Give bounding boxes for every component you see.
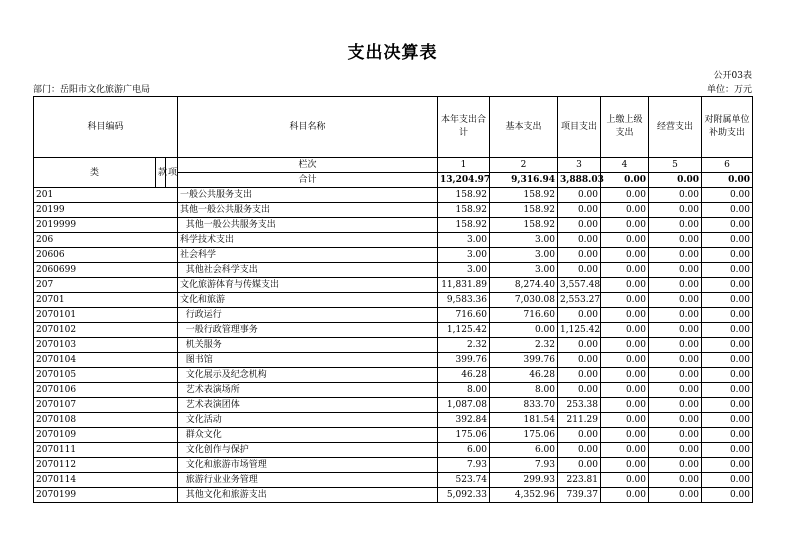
amount-cell: 8.00	[490, 383, 558, 398]
table-row	[34, 383, 753, 398]
amount-cell: 0.00	[649, 413, 702, 428]
amount-cell: 0.00	[558, 218, 601, 233]
table-row	[34, 188, 753, 203]
table-row	[34, 338, 753, 353]
col-index: 3	[558, 158, 601, 173]
amount-cell: 0.00	[601, 413, 649, 428]
subject-code: 2070106	[34, 383, 178, 398]
amount-cell: 0.00	[601, 458, 649, 473]
subject-name: 机关服务	[178, 338, 438, 353]
amount-cell: 739.37	[558, 488, 601, 503]
amount-cell: 3.00	[438, 248, 490, 263]
amount-cell: 0.00	[702, 443, 753, 458]
subject-code: 2060699	[34, 263, 178, 278]
amount-cell: 0.00	[558, 338, 601, 353]
amount-cell: 3.00	[490, 233, 558, 248]
subject-name: 科学技术支出	[178, 233, 438, 248]
subject-name: 一般行政管理事务	[178, 323, 438, 338]
amount-cell: 0.00	[702, 383, 753, 398]
amount-cell: 0.00	[558, 458, 601, 473]
amount-cell: 0.00	[702, 353, 753, 368]
amount-cell: 0.00	[558, 368, 601, 383]
subject-name: 一般公共服务支出	[178, 188, 438, 203]
amount-cell: 0.00	[702, 368, 753, 383]
amount-cell: 0.00	[601, 428, 649, 443]
amount-cell: 0.00	[649, 308, 702, 323]
amount-cell: 0.00	[558, 203, 601, 218]
amount-cell: 175.06	[438, 428, 490, 443]
amount-cell: 0.00	[649, 203, 702, 218]
amount-cell: 0.00	[601, 203, 649, 218]
amount-cell: 2.32	[490, 338, 558, 353]
header-project: 项目支出	[558, 97, 601, 158]
amount-cell: 0.00	[649, 338, 702, 353]
subject-name: 艺术表演场所	[178, 383, 438, 398]
subject-name: 文化旅游体育与传媒支出	[178, 278, 438, 293]
amount-cell: 299.93	[490, 473, 558, 488]
subject-code: 2070112	[34, 458, 178, 473]
amount-cell: 0.00	[601, 308, 649, 323]
amount-cell: 181.54	[490, 413, 558, 428]
subject-code: 207	[34, 278, 178, 293]
amount-cell: 0.00	[558, 428, 601, 443]
amount-cell: 0.00	[702, 458, 753, 473]
amount-cell: 4,352.96	[490, 488, 558, 503]
department-label: 部门：岳阳市文化旅游广电局	[33, 85, 151, 95]
amount-cell: 0.00	[558, 308, 601, 323]
subject-code: 2070103	[34, 338, 178, 353]
subject-code: 2070199	[34, 488, 178, 503]
amount-cell: 0.00	[702, 488, 753, 503]
amount-cell: 399.76	[490, 353, 558, 368]
subject-name: 文化活动	[178, 413, 438, 428]
amount-cell: 6.00	[490, 443, 558, 458]
amount-cell: 7.93	[490, 458, 558, 473]
amount-cell: 0.00	[702, 413, 753, 428]
header-kuan: 款	[156, 158, 166, 188]
amount-cell: 0.00	[601, 488, 649, 503]
subject-name: 社会科学	[178, 248, 438, 263]
amount-cell: 833.70	[490, 398, 558, 413]
amount-cell: 0.00	[649, 188, 702, 203]
amount-cell: 158.92	[490, 188, 558, 203]
amount-cell: 0.00	[601, 323, 649, 338]
header-lei: 类	[34, 158, 156, 188]
amount-cell: 0.00	[649, 473, 702, 488]
amount-cell: 0.00	[558, 353, 601, 368]
amount-cell: 0.00	[649, 428, 702, 443]
subject-code: 2070109	[34, 428, 178, 443]
amount-cell: 0.00	[702, 398, 753, 413]
amount-cell: 0.00	[702, 473, 753, 488]
col-index: 5	[649, 158, 702, 173]
table-row	[34, 218, 753, 233]
amount-cell: 7.93	[438, 458, 490, 473]
total-cell: 0.00	[649, 173, 702, 188]
subject-name: 文化和旅游市场管理	[178, 458, 438, 473]
amount-cell: 0.00	[558, 263, 601, 278]
subject-name: 其他社会科学支出	[178, 263, 438, 278]
amount-cell: 46.28	[438, 368, 490, 383]
subject-code: 2070108	[34, 413, 178, 428]
amount-cell: 0.00	[601, 188, 649, 203]
amount-cell: 0.00	[601, 248, 649, 263]
amount-cell: 0.00	[601, 278, 649, 293]
amount-cell: 0.00	[558, 443, 601, 458]
col-index: 6	[702, 158, 753, 173]
amount-cell: 0.00	[649, 218, 702, 233]
subject-code: 2070111	[34, 443, 178, 458]
subject-code: 20606	[34, 248, 178, 263]
table-row	[34, 293, 753, 308]
amount-cell: 158.92	[438, 203, 490, 218]
total-cell: 0.00	[601, 173, 649, 188]
amount-cell: 175.06	[490, 428, 558, 443]
page-title: 支出决算表	[347, 43, 438, 63]
amount-cell: 0.00	[649, 458, 702, 473]
total-cell: 3,888.03	[558, 173, 601, 188]
amount-cell: 253.38	[558, 398, 601, 413]
amount-cell: 0.00	[601, 398, 649, 413]
amount-cell: 0.00	[601, 293, 649, 308]
amount-cell: 0.00	[649, 248, 702, 263]
amount-cell: 0.00	[702, 428, 753, 443]
amount-cell: 0.00	[702, 338, 753, 353]
header-basic: 基本支出	[490, 97, 558, 158]
table-row	[34, 428, 753, 443]
table-row	[34, 473, 753, 488]
amount-cell: 158.92	[490, 203, 558, 218]
subject-code: 20199	[34, 203, 178, 218]
table-row	[34, 308, 753, 323]
table-row	[34, 413, 753, 428]
amount-cell: 1,087.08	[438, 398, 490, 413]
amount-cell: 0.00	[601, 263, 649, 278]
amount-cell: 7,030.08	[490, 293, 558, 308]
amount-cell: 523.74	[438, 473, 490, 488]
header-subsidiary: 对附属单位补助支出	[702, 97, 753, 158]
amount-cell: 716.60	[438, 308, 490, 323]
subject-code: 201	[34, 188, 178, 203]
amount-cell: 0.00	[649, 368, 702, 383]
table-row	[34, 278, 753, 293]
amount-cell: 46.28	[490, 368, 558, 383]
amount-cell: 2,553.27	[558, 293, 601, 308]
table-row	[34, 203, 753, 218]
subject-code: 2070114	[34, 473, 178, 488]
amount-cell: 0.00	[649, 278, 702, 293]
table-row	[34, 443, 753, 458]
header-xiang: 项	[166, 158, 178, 188]
amount-cell: 3.00	[490, 248, 558, 263]
table-row	[34, 263, 753, 278]
amount-cell: 0.00	[649, 263, 702, 278]
amount-cell: 2.32	[438, 338, 490, 353]
col-index: 2	[490, 158, 558, 173]
header-lanci: 栏次	[178, 158, 438, 173]
amount-cell: 0.00	[649, 323, 702, 338]
amount-cell: 158.92	[438, 218, 490, 233]
amount-cell: 0.00	[601, 218, 649, 233]
amount-cell: 0.00	[649, 443, 702, 458]
amount-cell: 0.00	[702, 233, 753, 248]
amount-cell: 0.00	[601, 233, 649, 248]
table-row	[34, 233, 753, 248]
table-row	[34, 398, 753, 413]
subject-name: 其他一般公共服务支出	[178, 218, 438, 233]
amount-cell: 0.00	[601, 353, 649, 368]
amount-cell: 5,092.33	[438, 488, 490, 503]
subject-code: 2070101	[34, 308, 178, 323]
table-row	[34, 488, 753, 503]
expenditure-table	[33, 96, 753, 503]
amount-cell: 0.00	[649, 293, 702, 308]
table-row	[34, 368, 753, 383]
subject-code: 2019999	[34, 218, 178, 233]
header-business: 经营支出	[649, 97, 702, 158]
amount-cell: 158.92	[490, 218, 558, 233]
total-cell: 0.00	[702, 173, 753, 188]
amount-cell: 0.00	[702, 203, 753, 218]
amount-cell: 0.00	[601, 368, 649, 383]
subject-name: 文化创作与保护	[178, 443, 438, 458]
amount-cell: 6.00	[438, 443, 490, 458]
amount-cell: 11,831.89	[438, 278, 490, 293]
amount-cell: 223.81	[558, 473, 601, 488]
amount-cell: 0.00	[601, 473, 649, 488]
amount-cell: 9,583.36	[438, 293, 490, 308]
amount-cell: 392.84	[438, 413, 490, 428]
table-row	[34, 248, 753, 263]
table-row	[34, 458, 753, 473]
amount-cell: 3,557.48	[558, 278, 601, 293]
table-row	[34, 323, 753, 338]
subject-code: 2070105	[34, 368, 178, 383]
amount-cell: 211.29	[558, 413, 601, 428]
amount-cell: 0.00	[601, 383, 649, 398]
amount-cell: 0.00	[649, 233, 702, 248]
table-body	[34, 188, 753, 503]
amount-cell: 3.00	[438, 233, 490, 248]
column-index-row	[34, 158, 753, 173]
subject-code: 2070104	[34, 353, 178, 368]
amount-cell: 1,125.42	[558, 323, 601, 338]
amount-cell: 0.00	[702, 248, 753, 263]
amount-cell: 8,274.40	[490, 278, 558, 293]
amount-cell: 0.00	[558, 188, 601, 203]
subject-code: 20701	[34, 293, 178, 308]
col-index: 4	[601, 158, 649, 173]
amount-cell: 0.00	[702, 308, 753, 323]
amount-cell: 0.00	[702, 188, 753, 203]
amount-cell: 3.00	[438, 263, 490, 278]
total-cell: 13,204.97	[438, 173, 490, 188]
subject-name: 图书馆	[178, 353, 438, 368]
subject-code: 206	[34, 233, 178, 248]
total-cell: 9,316.94	[490, 173, 558, 188]
subject-name: 其他一般公共服务支出	[178, 203, 438, 218]
header-row	[34, 97, 753, 158]
amount-cell: 0.00	[702, 263, 753, 278]
subject-name: 其他文化和旅游支出	[178, 488, 438, 503]
amount-cell: 0.00	[649, 353, 702, 368]
header-name: 科目名称	[178, 97, 438, 158]
amount-cell: 0.00	[490, 323, 558, 338]
amount-cell: 0.00	[558, 248, 601, 263]
subject-name: 文化展示及纪念机构	[178, 368, 438, 383]
subject-name: 文化和旅游	[178, 293, 438, 308]
amount-cell: 0.00	[702, 323, 753, 338]
amount-cell: 0.00	[649, 398, 702, 413]
form-number: 公开03表	[713, 71, 752, 81]
header-upper: 上缴上级支出	[601, 97, 649, 158]
amount-cell: 8.00	[438, 383, 490, 398]
subject-name: 艺术表演团体	[178, 398, 438, 413]
col-index: 1	[438, 158, 490, 173]
amount-cell: 399.76	[438, 353, 490, 368]
amount-cell: 0.00	[702, 218, 753, 233]
unit-label: 单位：万元	[706, 85, 752, 95]
table-row	[34, 353, 753, 368]
amount-cell: 3.00	[490, 263, 558, 278]
amount-cell: 716.60	[490, 308, 558, 323]
amount-cell: 0.00	[601, 443, 649, 458]
subject-name: 行政运行	[178, 308, 438, 323]
subject-name: 旅游行业业务管理	[178, 473, 438, 488]
amount-cell: 1,125.42	[438, 323, 490, 338]
amount-cell: 0.00	[649, 383, 702, 398]
amount-cell: 0.00	[702, 293, 753, 308]
subject-code: 2070107	[34, 398, 178, 413]
amount-cell: 158.92	[438, 188, 490, 203]
header-total: 本年支出合计	[438, 97, 490, 158]
amount-cell: 0.00	[601, 338, 649, 353]
amount-cell: 0.00	[649, 488, 702, 503]
amount-cell: 0.00	[702, 278, 753, 293]
amount-cell: 0.00	[558, 233, 601, 248]
header-heji: 合计	[178, 173, 438, 188]
subject-name: 群众文化	[178, 428, 438, 443]
header-code: 科目编码	[34, 97, 178, 158]
subject-code: 2070102	[34, 323, 178, 338]
amount-cell: 0.00	[558, 383, 601, 398]
